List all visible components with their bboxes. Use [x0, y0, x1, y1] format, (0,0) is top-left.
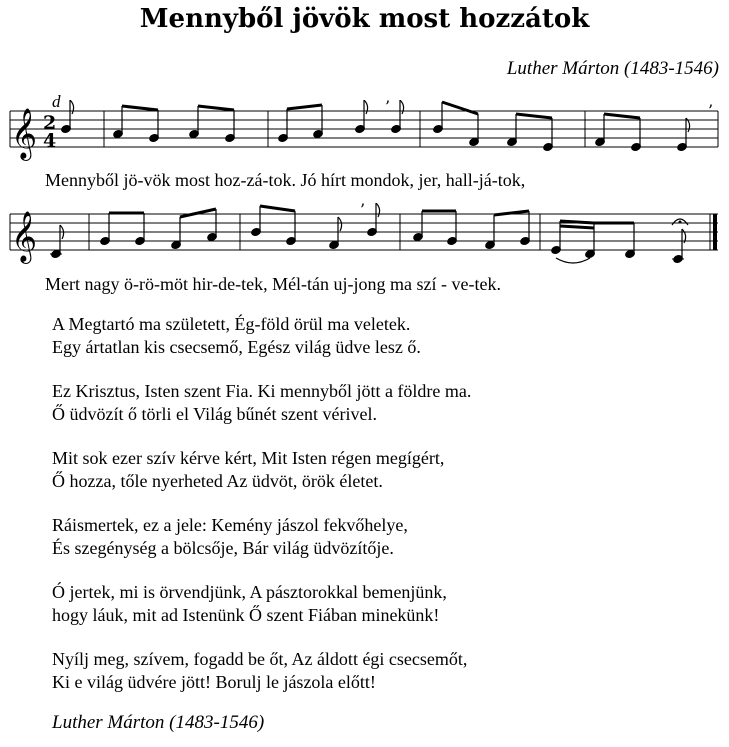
lyrics-line-1: Mennyből jö-vök most hoz-zá-tok. Jó hírt mondok, jer, hall-já-tok, [45, 170, 526, 190]
verse-line: A Megtartó ma született, Ég-föld örül ma veletek. [52, 314, 411, 334]
time-signature-bottom: 4 [43, 130, 57, 152]
verse [52, 313, 471, 359]
verse [52, 447, 471, 493]
verse [52, 648, 471, 694]
treble-clef-icon: 𝄞 [11, 211, 38, 262]
verse-line: Ő hozza, tőle nyerheted Az üdvöt, örök életet. [52, 471, 383, 491]
verse-line: hogy láuk, mit ad Istenünk Ő szent Fiában minekünk! [52, 605, 440, 625]
breath-mark-icon: ’ [360, 203, 366, 219]
treble-clef-icon: 𝄞 [11, 108, 38, 159]
verses-block [52, 313, 471, 715]
verse-line: Ki e világ üdvére jött! Borulj le jászola előtt! [52, 672, 376, 692]
verse-line: Ő üdvözít ő törli el Világ bűnét szent vérivel. [52, 404, 378, 424]
verse-line: Ez Krisztus, Isten szent Fia. Ki mennyből jött a földre ma. [52, 381, 472, 401]
tempo-mark: d [52, 92, 61, 111]
breath-mark-icon: ’ [708, 101, 714, 120]
verse-line: Mit sok ezer szív kérve kért, Mit Isten régen megígért, [52, 448, 445, 468]
composer-credit: Luther Márton (1483-1546) [506, 58, 719, 79]
breath-mark-icon: ’ [385, 100, 391, 116]
verse-line: Egy ártatlan kis csecsemő, Egész világ üdve lesz ő. [52, 337, 421, 357]
music-staff-1 [0, 100, 729, 170]
verse [52, 514, 471, 560]
music-staff-2 [0, 203, 729, 273]
verse [52, 380, 471, 426]
time-signature-top: 2 [43, 112, 57, 134]
verse-line: Ráismertek, ez a jele: Kemény jászol fekvőhelye, [52, 515, 408, 535]
lyrics-line-2: Mert nagy ö-rö-möt hir-de-tek, Mél-tán uj-jong ma szí - ve-tek. [45, 274, 501, 294]
fermata-dot-icon [679, 221, 682, 224]
verse-line: És szegénység a bölcsője, Bár világ üdvözítője. [52, 538, 394, 558]
verse-line: Ó jertek, mi is örvendjünk, A pásztorokkal bemenjünk, [52, 582, 447, 602]
song-title: Mennyből jövök most hozzátok [139, 4, 590, 34]
verse [52, 581, 471, 627]
verse-line: Nyílj meg, szívem, fogadd be őt, Az áldott égi csecsemőt, [52, 649, 468, 669]
footer-credit: Luther Márton (1483-1546) [52, 712, 265, 733]
